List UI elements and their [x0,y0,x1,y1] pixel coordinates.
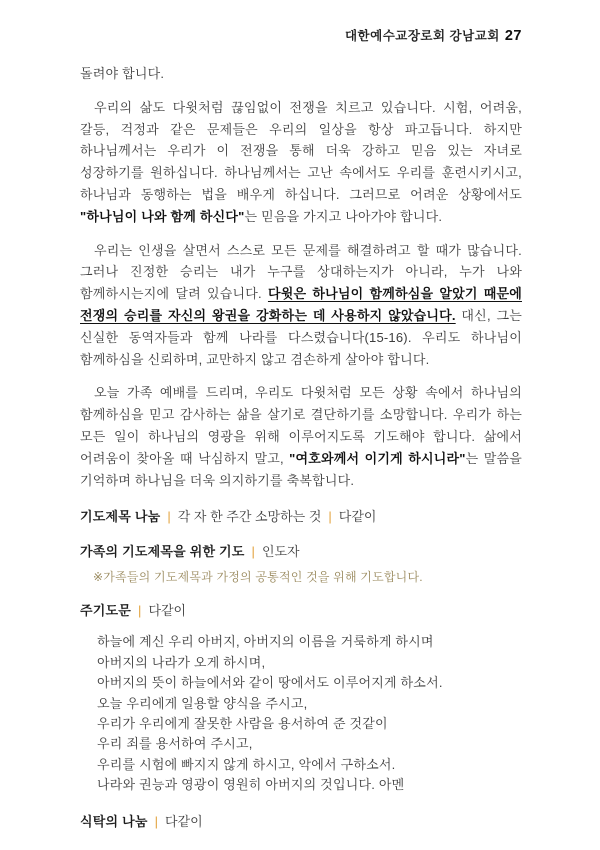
section-part: 각 자 한 주간 소망하는 것 [177,509,322,525]
separator-pipe: | [328,509,332,525]
paragraph [80,97,522,228]
section-title: 가족의 기도제목을 위한 기도 [80,544,245,560]
section-part: 인도자 [261,544,300,560]
section-part: 다같이 [165,813,203,829]
page-header [80,26,522,44]
text-segment: 우리의 삶도 다윗처럼 끊임없이 전쟁을 치르고 있습니다. 시험, 어려움, 갈등, 걱정과 같은 문제들은 우리의 일상을 항상 파고듭니다. 하지만 하나님께서는 우리가 이 전쟁을 통해 더욱 강하고 믿음 있는 자녀로 성장하기를 원하십니다. 하나님께서는 고난 속에서도 우리를 훈련시키시고, 하나님과 동행하는 법을 배우게 하십니다. 그러므로 어려운 상황에서도 [80,99,522,202]
section-heading [80,813,522,831]
section-title: 주기도문 [80,603,132,619]
section-part: 다같이 [148,603,187,619]
text-segment: 대신, 그는 신실한 동역자들과 함께 나라를 다스렸습니다(15-16). 우리도 하나님이 함께하심을 신뢰하며, 교만하지 않고 겸손하게 살아야 합니다. [80,307,523,367]
separator-pipe: | [138,603,142,619]
prayer-line: 아버지의 뜻이 하늘에서와 같이 땅에서도 이루어지게 하소서. [97,675,443,691]
section-heading [80,602,522,620]
prayer-line: 하늘에 계신 우리 아버지, 아버지의 이름을 거룩하게 하시며 [97,634,434,650]
prayer-line: 우리 죄를 용서하여 주시고, [97,736,253,752]
paragraph [80,63,522,85]
text-segment: 돌려야 합니다. [80,66,165,81]
prayer-text [97,632,522,795]
text-segment: 우리는 인생을 살면서 스스로 모든 문제를 해결하려고 할 때가 많습니다. 그러나 진정한 승리는 내가 누구를 상대하는지가 아니라, 누가 나와 함께하시는지에 달려 있습니다. [80,242,522,302]
header-church-name: 대한예수교장로회 강남교회 [344,29,500,43]
separator-pipe: | [167,509,171,525]
header-page-number: 27 [504,28,522,44]
section-title: 식탁의 나눔 [80,813,148,829]
text-segment: 는 믿음을 가지고 나아가야 합니다. [244,208,443,224]
section-part: 다같이 [338,509,377,525]
document-content [80,63,522,831]
section-note: ※가족들의 기도제목과 가정의 공통적인 것을 위해 기도합니다. [93,570,423,585]
emphasis-segment: "하나님이 나와 함께 하신다" [80,208,245,224]
emphasis-segment: 다윗은 하나님이 함께하심을 알았기 때문에 전쟁의 승리를 자신의 왕권을 강화하는 데 사용하지 않았습니다. [80,286,522,323]
paragraph [80,240,522,371]
section-heading [80,508,522,526]
paragraphs-container [80,63,522,491]
text-segment: 는 말씀을 기억하며 하나님을 더욱 의지하기를 축복합니다. [80,450,522,488]
emphasis-segment: "여호와께서 이기게 하시니라" [289,450,466,466]
section-heading [80,543,522,561]
prayer-line: 우리가 우리에게 잘못한 사람을 용서하여 준 것같이 [97,715,388,731]
prayer-line: 아버지의 나라가 오게 하시며, [97,654,266,670]
section-title: 기도제목 나눔 [80,509,161,525]
prayer-line: 우리를 시험에 빠지지 않게 하시고, 악에서 구하소서. [97,756,396,772]
section [80,508,522,526]
separator-pipe: | [251,544,255,560]
sections-container [80,508,522,830]
prayer-line: 나라와 권능과 영광이 영원히 아버지의 것입니다. 아멘 [97,777,405,793]
separator-pipe: | [154,813,158,829]
section [80,543,522,585]
text-segment: 오늘 가족 예배를 드리며, 우리도 다윗처럼 모든 상황 속에서 하나님의 함께하심을 믿고 감사하는 삶을 살기로 결단하기를 소망합니다. 우리가 하는 모든 일이 하나님의 영광을 위해 이루어지도록 기도해야 합니다. 삶에서 어려움이 찾아올 때 낙심하지 말고, [80,385,522,466]
section [80,813,522,831]
section [80,602,522,795]
prayer-line: 오늘 우리에게 일용할 양식을 주시고, [97,695,308,711]
paragraph [80,382,522,491]
